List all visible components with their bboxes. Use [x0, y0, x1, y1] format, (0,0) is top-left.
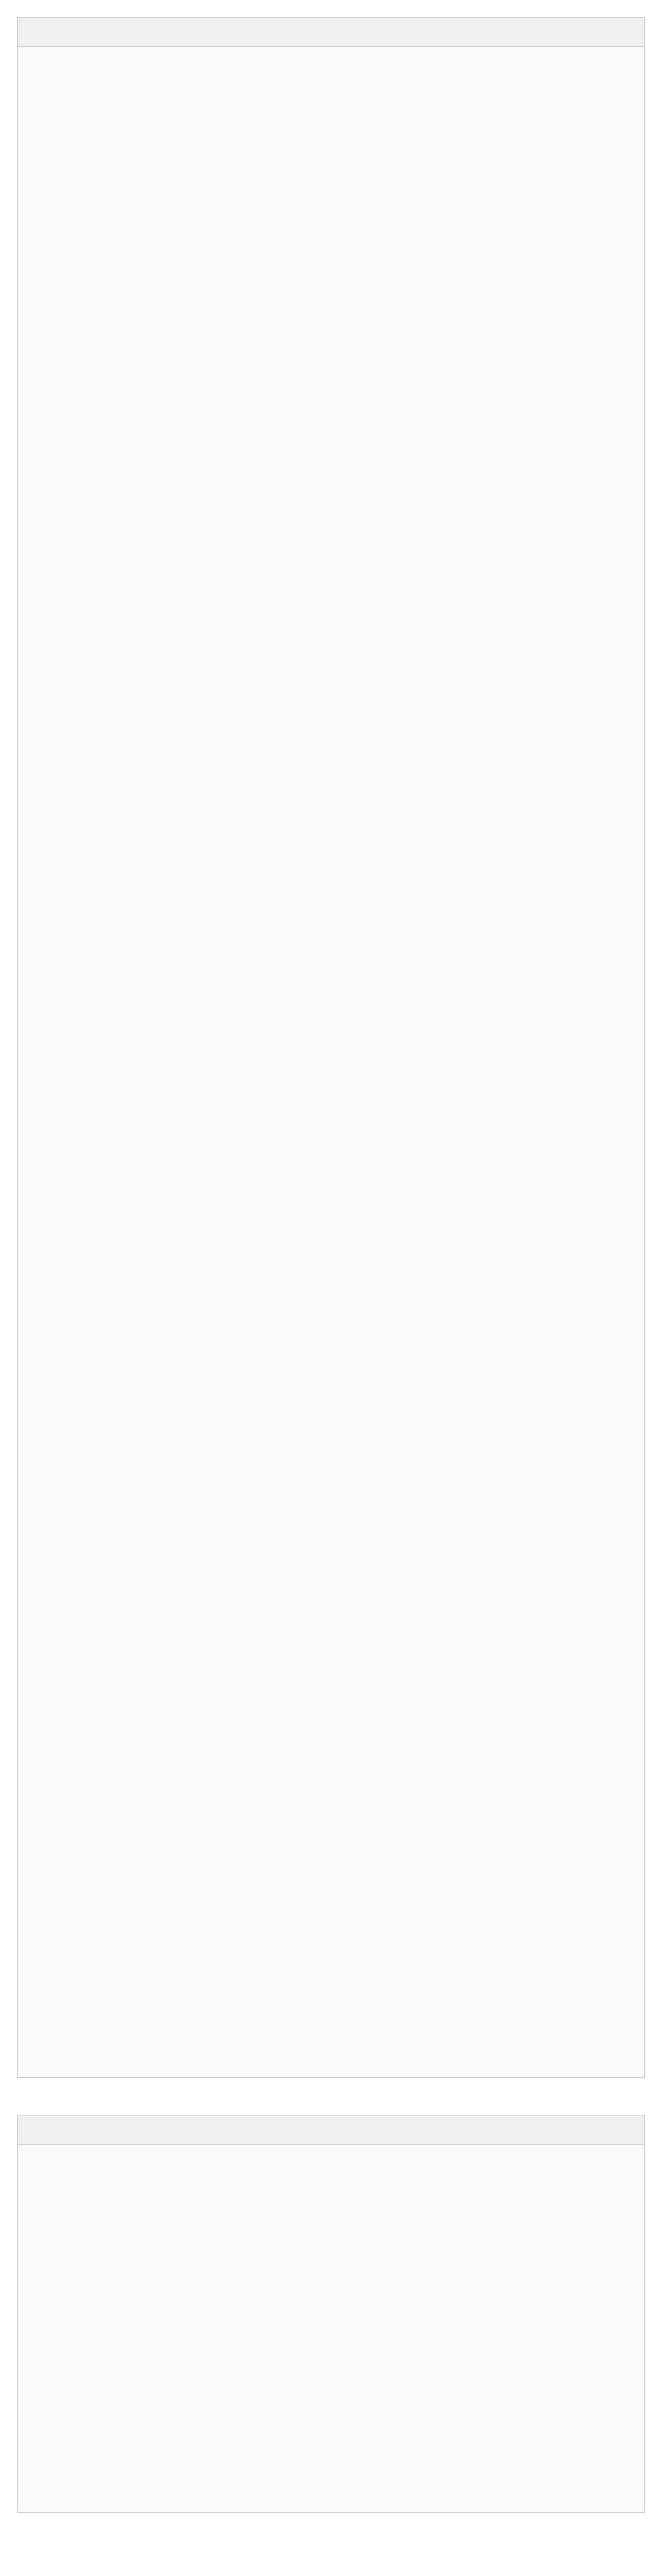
main-table-header [18, 18, 644, 47]
summary-table-header [18, 2116, 644, 2145]
main-table-region [17, 17, 645, 2078]
summary-table-region [17, 2115, 645, 2513]
